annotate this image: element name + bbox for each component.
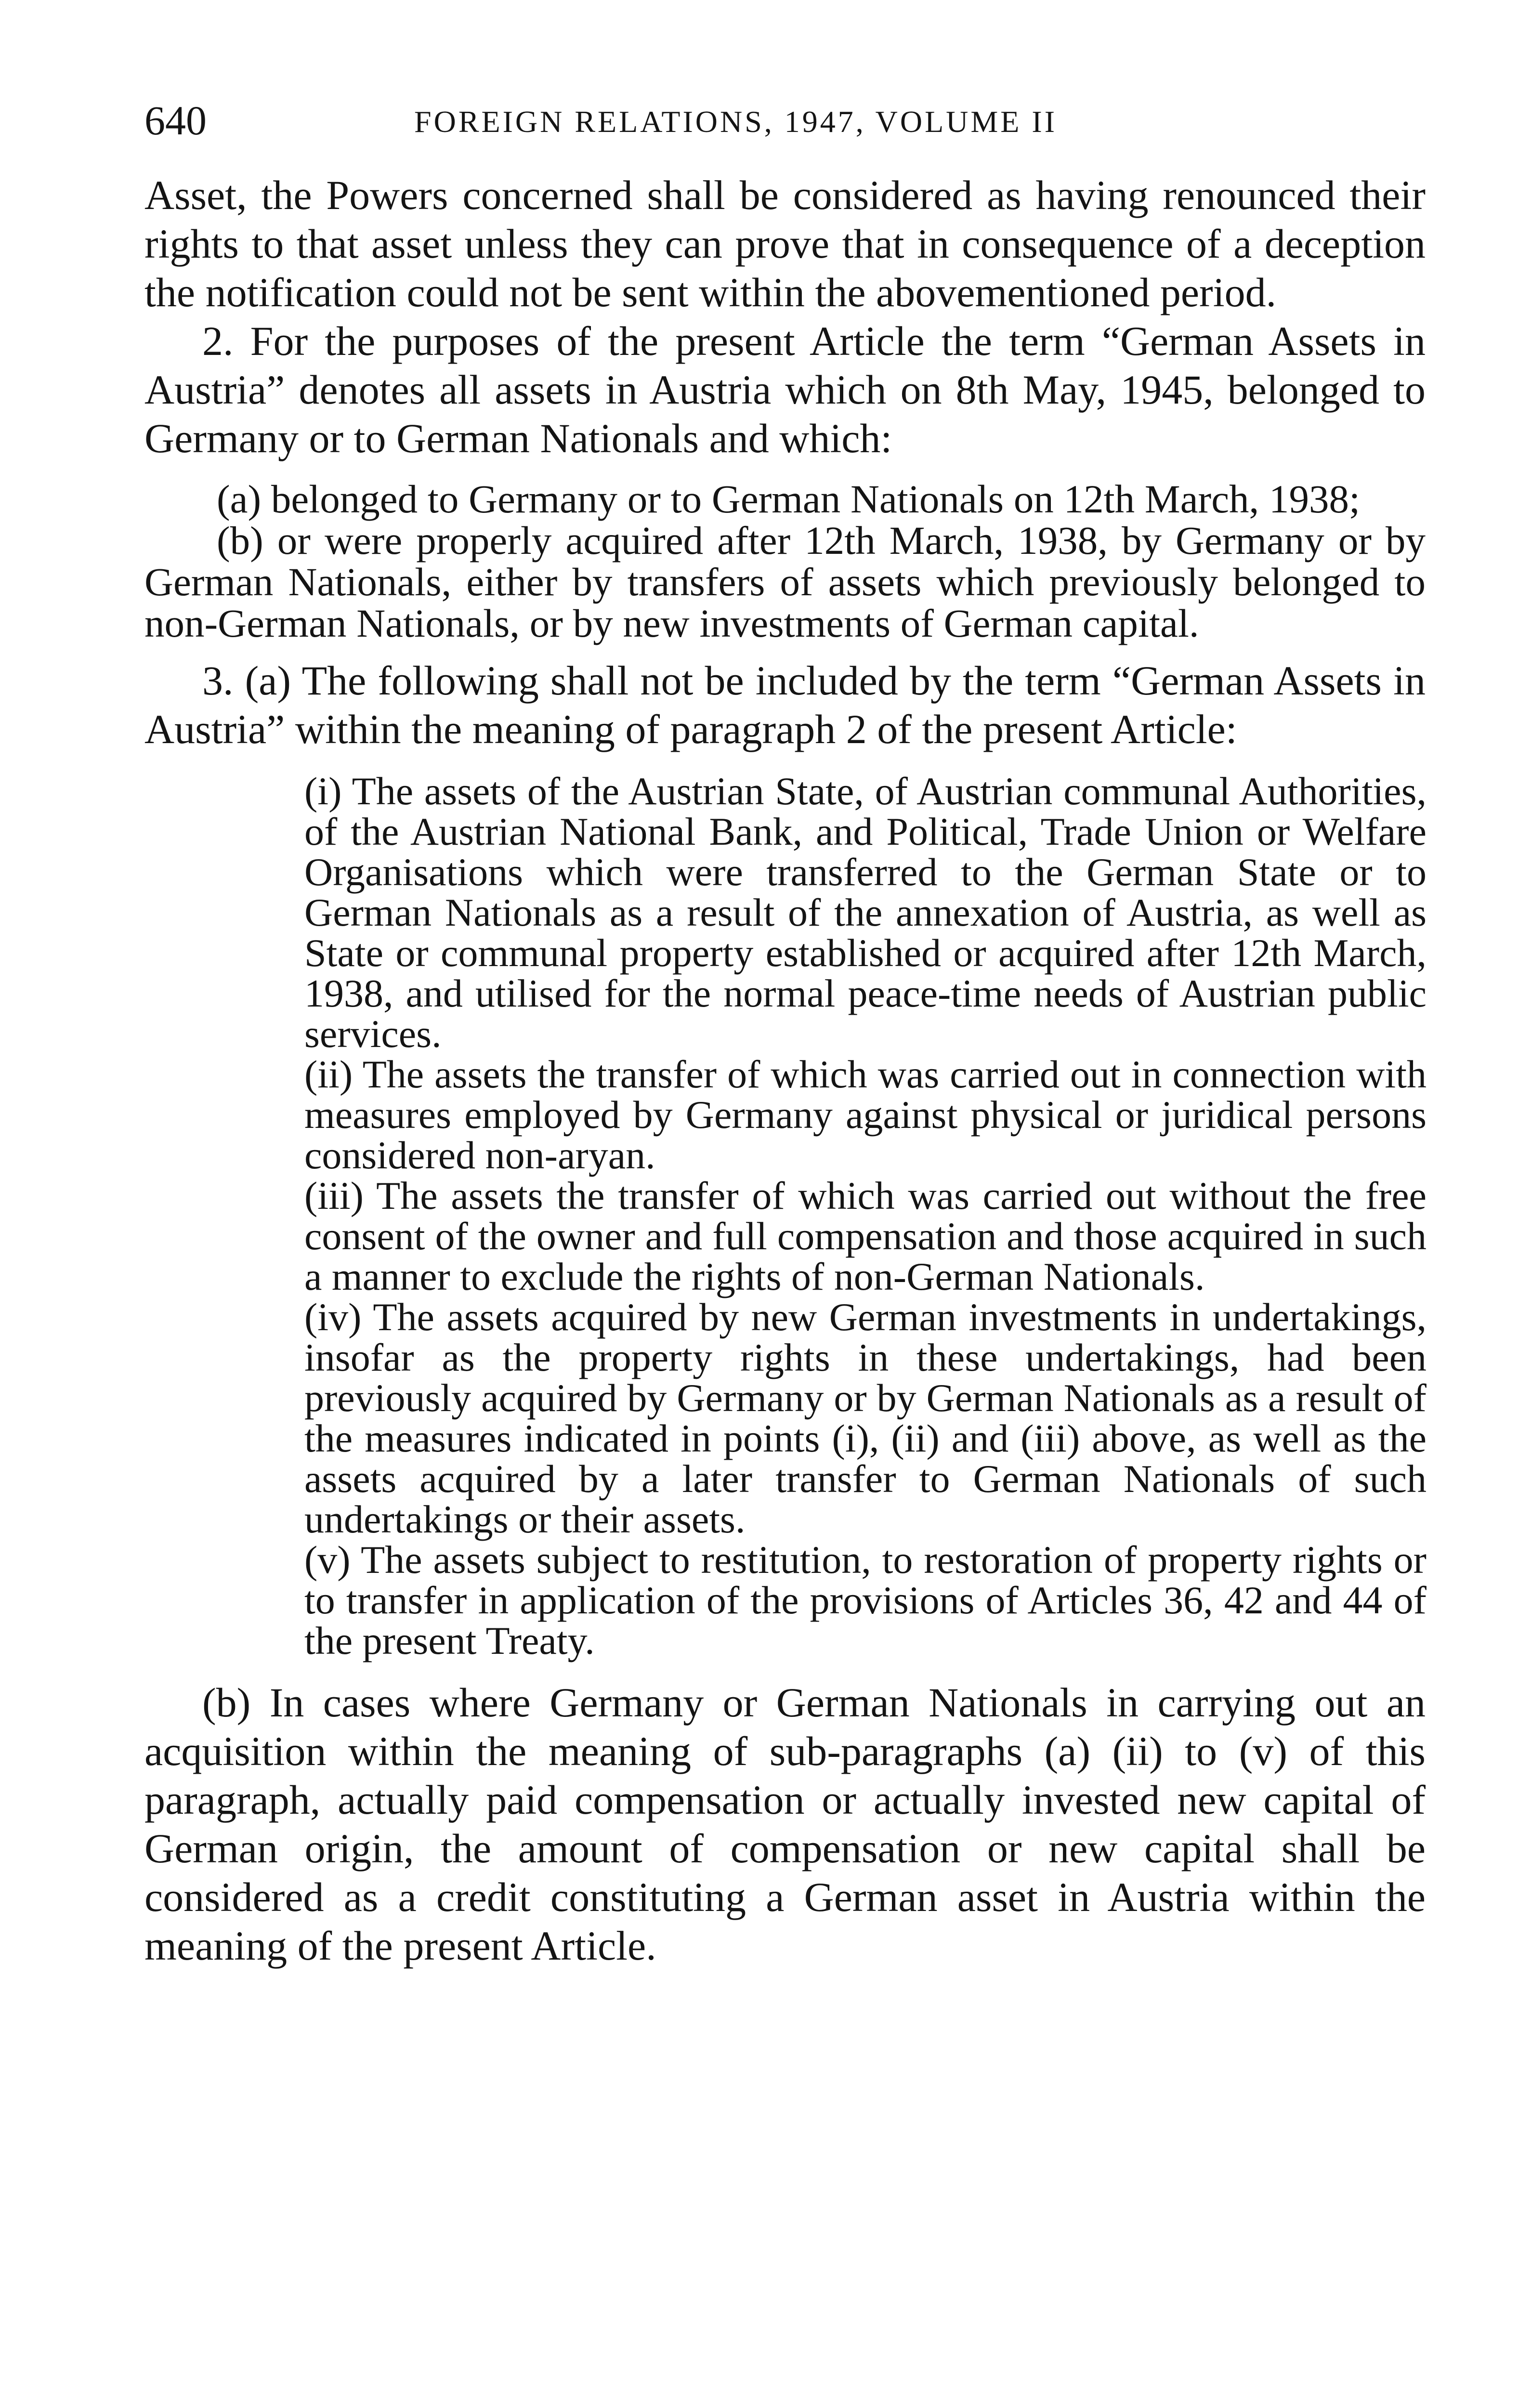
page-header — [144, 92, 1397, 149]
running-head: FOREIGN RELATIONS, 1947, VOLUME II — [414, 105, 1057, 139]
paragraph-3a: 3. (a) The following shall not be included by the term “German Assets in Austria” within the meaning of paragraph 2 of the present Article: — [144, 657, 1426, 752]
list-item-ii: (ii) The assets the transfer of which was carried out in connection with measures employed by Germany against physical or juridical persons considered non-aryan. — [304, 1052, 1426, 1177]
paragraph-2-clauses — [144, 478, 1426, 644]
list-item-v: (v) The assets subject to restitution, to restoration of property rights or to transfer in application of the provisions of Articles 36, 42 and 44 of the present Treaty. — [304, 1538, 1426, 1662]
clause-a: (a) belonged to Germany or to German Nationals on 12th March, 1938; — [217, 477, 1361, 521]
list-item-iv: (iv) The assets acquired by new German investments in undertakings, insofar as the property rights in these undertakings, had been previously acquired by Germany or by German Nationals as a result of the measures indicated in points (i), (ii) and (iii) above, as well as the assets acquired by a later transfer to German Nationals of such undertakings or their assets. — [304, 1295, 1426, 1541]
list-item-i: (i) The assets of the Austrian State, of Austrian communal Authorities, of the Austrian National Bank, and Political, Trade Union or Welfare Organisations which were transferred to the German State or to German Nationals as a result of the annexation of Austria, as well as State or communal property established or acquired after 12th March, 1938, and utilised for the normal peace-time needs of Austrian public services. — [304, 769, 1426, 1056]
continued-paragraph: Asset, the Powers concerned shall be considered as having renounced their rights to that asset unless they can prove that in consequence of a deception the notification could not be sent within the abovementioned period. — [144, 172, 1426, 315]
page-number: 640 — [144, 97, 207, 144]
list-item-iii: (iii) The assets the transfer of which was carried out without the free consent of the owner and full compensation and those acquired in such a manner to exclude the rights of non-German Nationals. — [304, 1174, 1426, 1298]
exclusion-list — [304, 771, 1426, 1661]
clause-b: (b) or were properly acquired after 12th March, 1938, by Germany or by German Nationals, either by transfers of assets which previously belonged to non-German Nationals, or by new investments of German capital. — [144, 518, 1426, 645]
body-text — [144, 171, 1426, 1970]
paragraph-2: 2. For the purposes of the present Article the term “German Assets in Austria” denotes all assets in Austria which on 8th May, 1945, belonged to Germany or to German Nationals and which: — [144, 318, 1426, 461]
paragraph-3b: (b) In cases where Germany or German Nationals in carrying out an acquisition within the meaning of sub-paragraphs (a) (ii) to (v) of this paragraph, actually paid compensation or actually invested new capital of German origin, the amount of compensation or new capital shall be considered as a credit constituting a German asset in Austria within the meaning of the present Article. — [144, 1679, 1426, 1969]
